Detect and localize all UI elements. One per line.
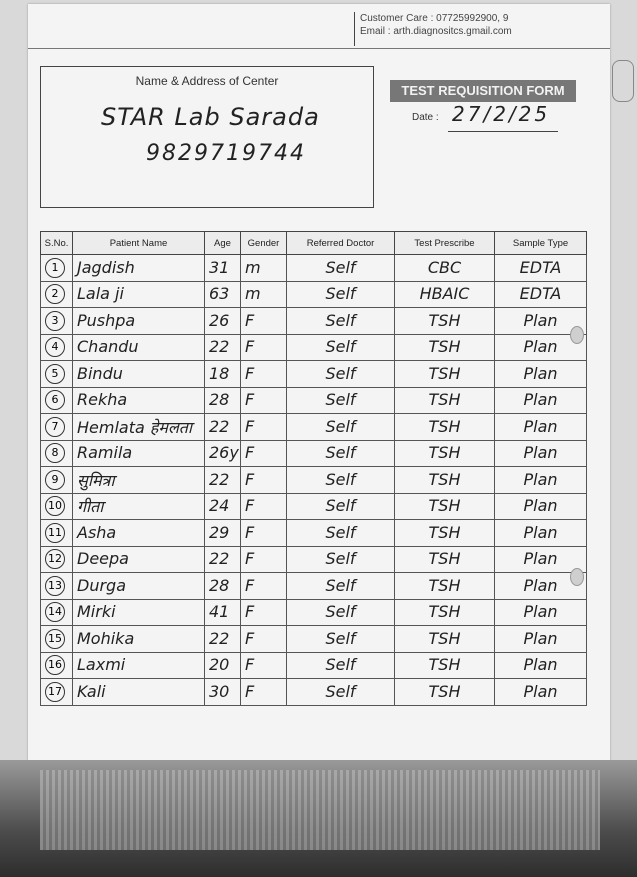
row-sno-cell [41, 546, 73, 573]
row-test-prescribe-cell [395, 361, 495, 388]
row-patient-name: गीता [77, 497, 104, 517]
row-patient-name-cell [73, 520, 205, 547]
row-sample-type-cell [495, 361, 587, 388]
center-box-label: Name & Address of Center [135, 74, 279, 88]
row-gender-cell [241, 573, 287, 600]
row-gender-cell [241, 652, 287, 679]
row-gender-cell [241, 387, 287, 414]
row-age: 31 [209, 257, 230, 277]
row-referred-doctor-cell [287, 599, 395, 626]
row-sno-cell [41, 414, 73, 441]
row-patient-name: सुमित्रा [77, 470, 115, 490]
row-age-cell [205, 255, 241, 282]
row-patient-name: Bindu [77, 363, 123, 383]
row-sample-type: Plan [523, 575, 558, 595]
row-test-prescribe: TSH [428, 522, 461, 542]
row-sno: 11 [45, 523, 65, 543]
table-row [41, 493, 587, 520]
row-gender: m [245, 284, 261, 304]
contact-block [360, 12, 512, 38]
row-referred-doctor: Self [325, 443, 356, 463]
row-test-prescribe-cell [395, 440, 495, 467]
row-gender: F [245, 628, 255, 648]
table-row [41, 334, 587, 361]
row-sno-cell [41, 440, 73, 467]
row-age: 22 [209, 416, 230, 436]
row-patient-name-cell [73, 493, 205, 520]
row-sample-type: Plan [523, 496, 558, 516]
punch-hole [570, 568, 584, 586]
row-test-prescribe: TSH [428, 549, 461, 569]
row-referred-doctor-cell [287, 387, 395, 414]
row-sample-type: Plan [523, 549, 558, 569]
table-row [41, 414, 587, 441]
table-row [41, 440, 587, 467]
row-age-cell [205, 414, 241, 441]
row-referred-doctor: Self [325, 549, 356, 569]
row-sample-type: Plan [523, 681, 558, 701]
row-gender-cell [241, 255, 287, 282]
row-age-cell [205, 652, 241, 679]
row-referred-doctor: Self [325, 284, 356, 304]
row-test-prescribe-cell [395, 573, 495, 600]
center-name: STAR Lab Sarada [101, 103, 320, 131]
row-sample-type-cell [495, 467, 587, 494]
row-test-prescribe-cell [395, 467, 495, 494]
row-test-prescribe-cell [395, 679, 495, 706]
row-sno-cell [41, 361, 73, 388]
page-edge-mark [612, 60, 634, 102]
row-test-prescribe: CBC [427, 257, 462, 277]
row-sno: 3 [45, 311, 65, 331]
row-patient-name: Rekha [77, 390, 128, 410]
row-age: 22 [209, 469, 230, 489]
row-gender-cell [241, 599, 287, 626]
table-header-row [41, 232, 587, 255]
row-age: 22 [209, 549, 230, 569]
row-gender: F [245, 522, 255, 542]
row-sno: 14 [45, 602, 65, 622]
row-test-prescribe: TSH [428, 416, 461, 436]
row-gender-cell [241, 546, 287, 573]
row-referred-doctor: Self [325, 628, 356, 648]
row-sno: 6 [45, 390, 65, 410]
row-sno-cell [41, 467, 73, 494]
row-referred-doctor-cell [287, 679, 395, 706]
table-row [41, 599, 587, 626]
table-row [41, 387, 587, 414]
row-age-cell [205, 626, 241, 653]
row-referred-doctor: Self [325, 363, 356, 383]
row-age: 28 [209, 390, 230, 410]
table-row [41, 652, 587, 679]
row-patient-name: Kali [77, 681, 106, 701]
row-patient-name-cell [73, 626, 205, 653]
row-sno: 5 [45, 364, 65, 384]
row-test-prescribe-cell [395, 387, 495, 414]
row-referred-doctor-cell [287, 626, 395, 653]
row-age-cell [205, 440, 241, 467]
row-age: 30 [209, 681, 230, 701]
row-sno: 17 [45, 682, 65, 702]
row-patient-name: Pushpa [77, 310, 136, 330]
row-referred-doctor-cell [287, 467, 395, 494]
row-gender: F [245, 363, 255, 383]
table-row [41, 573, 587, 600]
row-referred-doctor-cell [287, 652, 395, 679]
col-age: Age [205, 232, 241, 255]
col-patient-name: Patient Name [73, 232, 205, 255]
row-sno: 7 [45, 417, 65, 437]
header-rule [28, 48, 610, 49]
requisition-sheet [28, 4, 610, 862]
row-gender-cell [241, 520, 287, 547]
row-referred-doctor: Self [325, 416, 356, 436]
col-gender: Gender [241, 232, 287, 255]
row-patient-name: Hemlata हेमलता [77, 417, 193, 437]
row-referred-doctor-cell [287, 308, 395, 335]
row-age: 26 [209, 310, 230, 330]
row-patient-name-cell [73, 679, 205, 706]
row-sample-type-cell [495, 440, 587, 467]
row-patient-name-cell [73, 414, 205, 441]
row-patient-name: Mirki [77, 602, 116, 622]
col-sample-type: Sample Type [495, 232, 587, 255]
row-gender-cell [241, 361, 287, 388]
row-patient-name: Asha [77, 522, 117, 542]
row-gender-cell [241, 467, 287, 494]
row-age: 63 [209, 284, 230, 304]
table-row [41, 281, 587, 308]
row-gender-cell [241, 679, 287, 706]
row-patient-name: Lala ji [77, 284, 124, 304]
row-referred-doctor-cell [287, 546, 395, 573]
row-patient-name: Chandu [77, 337, 139, 357]
row-test-prescribe: TSH [428, 390, 461, 410]
row-sno-cell [41, 573, 73, 600]
row-sno: 8 [45, 443, 65, 463]
row-patient-name-cell [73, 361, 205, 388]
row-referred-doctor-cell [287, 493, 395, 520]
row-sample-type-cell [495, 493, 587, 520]
row-gender: m [245, 257, 261, 277]
row-sample-type: Plan [523, 310, 558, 330]
col-sno: S.No. [41, 232, 73, 255]
row-test-prescribe: TSH [428, 575, 461, 595]
row-patient-name-cell [73, 467, 205, 494]
row-gender: F [245, 390, 255, 410]
row-age-cell [205, 387, 241, 414]
row-sample-type: Plan [523, 443, 558, 463]
row-test-prescribe: TSH [428, 496, 461, 516]
row-gender-cell [241, 308, 287, 335]
row-patient-name: Ramila [77, 443, 133, 463]
row-test-prescribe: TSH [428, 681, 461, 701]
row-sample-type: Plan [523, 363, 558, 383]
row-sample-type: Plan [523, 469, 558, 489]
row-age-cell [205, 467, 241, 494]
row-sno: 13 [45, 576, 65, 596]
row-sample-type: EDTA [519, 257, 562, 277]
col-test-prescribe: Test Prescribe [395, 232, 495, 255]
row-sno-cell [41, 520, 73, 547]
row-age-cell [205, 493, 241, 520]
row-patient-name-cell [73, 652, 205, 679]
row-patient-name-cell [73, 573, 205, 600]
row-referred-doctor: Self [325, 522, 356, 542]
center-address-box [40, 66, 374, 208]
row-sno-cell [41, 679, 73, 706]
row-sno: 16 [45, 655, 65, 675]
row-test-prescribe-cell [395, 255, 495, 282]
background-paper [40, 770, 600, 850]
row-gender: F [245, 496, 255, 516]
customer-care-text: Customer Care : 07725992900, 9 [360, 13, 509, 24]
row-sample-type: Plan [523, 337, 558, 357]
row-patient-name: Laxmi [77, 655, 126, 675]
table-row [41, 467, 587, 494]
row-sample-type-cell [495, 387, 587, 414]
row-referred-doctor-cell [287, 573, 395, 600]
table-row [41, 308, 587, 335]
row-referred-doctor: Self [325, 496, 356, 516]
row-patient-name: Mohika [77, 628, 135, 648]
row-referred-doctor: Self [325, 655, 356, 675]
row-age-cell [205, 281, 241, 308]
row-referred-doctor: Self [325, 681, 356, 701]
row-age-cell [205, 599, 241, 626]
row-age-cell [205, 361, 241, 388]
row-sample-type: Plan [523, 522, 558, 542]
row-sno: 9 [45, 470, 65, 490]
row-gender: F [245, 469, 255, 489]
row-sample-type: Plan [523, 628, 558, 648]
row-sno: 12 [45, 549, 65, 569]
row-referred-doctor-cell [287, 334, 395, 361]
row-age: 24 [209, 496, 230, 516]
row-referred-doctor-cell [287, 440, 395, 467]
row-sno-cell [41, 334, 73, 361]
punch-hole [570, 326, 584, 344]
row-referred-doctor-cell [287, 361, 395, 388]
row-test-prescribe-cell [395, 520, 495, 547]
row-test-prescribe: TSH [428, 602, 461, 622]
row-age: 28 [209, 575, 230, 595]
row-sno: 10 [45, 496, 65, 516]
row-gender: F [245, 310, 255, 330]
row-patient-name-cell [73, 440, 205, 467]
row-sno-cell [41, 281, 73, 308]
date-underline [448, 131, 558, 132]
row-referred-doctor: Self [325, 575, 356, 595]
table-row [41, 679, 587, 706]
table-row [41, 546, 587, 573]
row-referred-doctor-cell [287, 414, 395, 441]
row-age: 18 [209, 363, 230, 383]
row-age-cell [205, 308, 241, 335]
row-test-prescribe-cell [395, 281, 495, 308]
row-age-cell [205, 573, 241, 600]
row-age-cell [205, 520, 241, 547]
center-phone: 9829719744 [146, 141, 306, 166]
row-referred-doctor-cell [287, 281, 395, 308]
row-sno: 15 [45, 629, 65, 649]
date-label: Date : [412, 112, 439, 123]
row-sno: 2 [45, 284, 65, 304]
row-referred-doctor: Self [325, 337, 356, 357]
row-gender: F [245, 602, 255, 622]
row-sno: 1 [45, 258, 65, 278]
row-referred-doctor-cell [287, 520, 395, 547]
table-row [41, 255, 587, 282]
row-sample-type-cell [495, 281, 587, 308]
row-sno-cell [41, 626, 73, 653]
row-test-prescribe: TSH [428, 363, 461, 383]
row-age: 41 [209, 602, 230, 622]
row-gender: F [245, 416, 255, 436]
row-test-prescribe: HBAIC [419, 284, 470, 304]
row-sample-type-cell [495, 626, 587, 653]
row-gender-cell [241, 626, 287, 653]
row-age-cell [205, 334, 241, 361]
header-divider [354, 12, 355, 46]
row-sample-type-cell [495, 599, 587, 626]
form-title: TEST REQUISITION FORM [390, 80, 576, 102]
row-patient-name-cell [73, 387, 205, 414]
row-sample-type-cell [495, 652, 587, 679]
row-referred-doctor: Self [325, 257, 356, 277]
row-referred-doctor: Self [325, 390, 356, 410]
row-gender-cell [241, 334, 287, 361]
row-sample-type: Plan [523, 602, 558, 622]
row-sample-type-cell [495, 414, 587, 441]
row-test-prescribe: TSH [428, 655, 461, 675]
date-value: 27/2/25 [452, 102, 551, 126]
row-sample-type: Plan [523, 416, 558, 436]
row-patient-name: Deepa [77, 549, 129, 569]
row-patient-name: Jagdish [77, 257, 135, 277]
row-sample-type: EDTA [519, 284, 562, 304]
row-referred-doctor: Self [325, 469, 356, 489]
row-test-prescribe-cell [395, 334, 495, 361]
row-test-prescribe-cell [395, 493, 495, 520]
row-gender-cell [241, 440, 287, 467]
row-test-prescribe: TSH [428, 628, 461, 648]
patient-table [40, 231, 587, 706]
table-row [41, 361, 587, 388]
row-sno-cell [41, 493, 73, 520]
row-gender-cell [241, 493, 287, 520]
col-referred-doctor: Referred Doctor [287, 232, 395, 255]
row-sno-cell [41, 599, 73, 626]
row-patient-name-cell [73, 546, 205, 573]
row-gender: F [245, 443, 255, 463]
row-patient-name: Durga [77, 575, 126, 595]
row-test-prescribe-cell [395, 652, 495, 679]
row-test-prescribe-cell [395, 546, 495, 573]
row-patient-name-cell [73, 281, 205, 308]
row-age: 20 [209, 655, 230, 675]
row-gender-cell [241, 281, 287, 308]
row-referred-doctor: Self [325, 310, 356, 330]
row-sno-cell [41, 308, 73, 335]
row-test-prescribe-cell [395, 599, 495, 626]
row-test-prescribe-cell [395, 414, 495, 441]
row-sno-cell [41, 387, 73, 414]
row-sample-type-cell [495, 679, 587, 706]
row-sno-cell [41, 255, 73, 282]
row-age-cell [205, 546, 241, 573]
row-sample-type-cell [495, 520, 587, 547]
row-test-prescribe: TSH [428, 469, 461, 489]
row-sample-type-cell [495, 255, 587, 282]
row-age-cell [205, 679, 241, 706]
row-gender: F [245, 655, 255, 675]
table-row [41, 626, 587, 653]
row-age: 22 [209, 337, 230, 357]
row-test-prescribe: TSH [428, 443, 461, 463]
row-gender: F [245, 549, 255, 569]
row-test-prescribe-cell [395, 626, 495, 653]
row-patient-name-cell [73, 308, 205, 335]
row-age: 26y [209, 443, 239, 463]
row-sample-type: Plan [523, 390, 558, 410]
row-gender-cell [241, 414, 287, 441]
row-gender: F [245, 681, 255, 701]
row-patient-name-cell [73, 599, 205, 626]
row-test-prescribe: TSH [428, 337, 461, 357]
table-row [41, 520, 587, 547]
row-patient-name-cell [73, 334, 205, 361]
row-gender: F [245, 337, 255, 357]
row-test-prescribe-cell [395, 308, 495, 335]
row-sno-cell [41, 652, 73, 679]
row-age: 22 [209, 628, 230, 648]
row-gender: F [245, 575, 255, 595]
row-sno: 4 [45, 337, 65, 357]
row-test-prescribe: TSH [428, 310, 461, 330]
row-referred-doctor: Self [325, 602, 356, 622]
row-sample-type: Plan [523, 655, 558, 675]
email-text: Email : arth.diagnositcs.gmail.com [360, 26, 512, 37]
row-referred-doctor-cell [287, 255, 395, 282]
row-age: 29 [209, 522, 230, 542]
row-patient-name-cell [73, 255, 205, 282]
